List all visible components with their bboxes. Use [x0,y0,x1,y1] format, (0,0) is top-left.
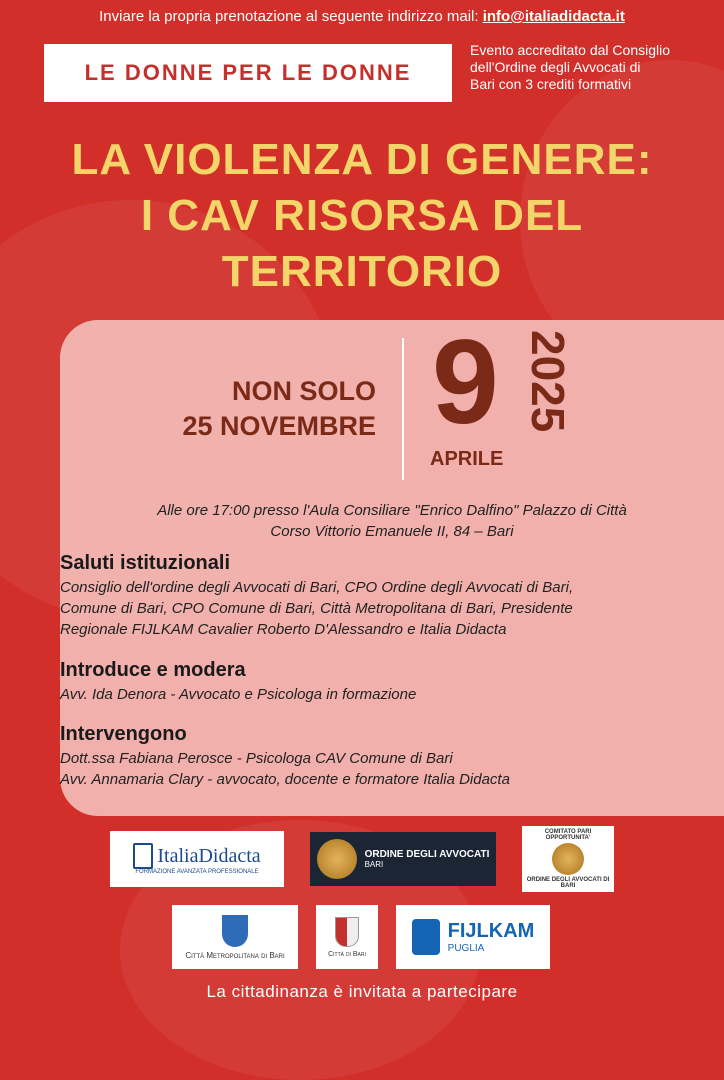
section-heading: Introduce e modera [60,659,246,681]
event-day: 9 [432,315,499,449]
non-solo-text [140,374,376,444]
section-text [60,748,680,790]
section-introduce [60,659,680,705]
non-solo-line: NON SOLO [231,376,376,406]
citta-metropolitana-logo [172,905,298,969]
section-line: Dott.ssa Fabiana Perosce - Psicologa CAV Comune di Bari [60,750,453,767]
ordine-name: ORDINE DEGLI AVVOCATI [364,849,490,860]
medal-icon [552,843,584,875]
comitato-top: COMITATO PARI OPPORTUNITA' [544,829,592,841]
venue-line: Alle ore 17:00 presso l'Aula Consiliare "Enrico Dalfino" Palazzo di Città [157,502,627,519]
non-solo-line: 25 NOVEMBRE [182,411,376,441]
section-line: Avv. Ida Denora - Avvocato e Psicologa in formazione [60,686,417,703]
accredit-line: dell'Ordine degli Avvocati di [470,59,641,75]
crest-icon [335,917,359,947]
section-line: Consiglio dell'ordine degli Avvocati di Bari, CPO Ordine degli Avvocati di Bari, [60,579,574,596]
email-link[interactable]: info@italiadidacta.it [482,8,625,25]
footer-invitation: La cittadinanza è invitata a partecipare [206,982,518,1001]
italiadidacta-sub: FORMAZIONE AVANZATA PROFESSIONALE [135,869,259,875]
ordine-avvocati-logo [310,832,496,886]
comitato-bottom: ORDINE DEGLI AVVOCATI DI BARI [526,877,610,889]
event-tag [44,44,452,102]
section-heading: Saluti istituzionali [60,552,231,574]
section-line: Avv. Annamaria Clary - avvocato, docente e formatore Italia Didacta [60,771,510,788]
venue-line: Corso Vittorio Emanuele II, 84 – Bari [270,523,514,540]
section-heading: Intervengono [60,723,187,745]
ordine-city: BARI [364,860,384,869]
email-line [0,8,724,25]
italiadidacta-mark-icon [133,843,153,869]
citta-di-bari-logo [316,905,378,969]
title-line: I CAV RISORSA DEL [140,191,584,240]
title-line: TERRITORIO [221,247,503,296]
citta-bari-name: Città di Bari [328,950,366,958]
section-saluti [60,552,680,640]
medal-icon [317,839,357,879]
fijlkam-puglia-logo [396,905,550,969]
title-line: LA VIOLENZA DI GENERE: [71,135,653,184]
accredit-line: Bari con 3 crediti formativi [470,76,632,92]
fijlkam-mark-icon [412,919,440,955]
accreditation-note [470,42,720,93]
venue-info [60,500,724,542]
event-title [0,132,724,300]
comitato-pari-opportunita-logo [522,826,614,892]
citta-metro-name: Città Metropolitana di Bari [185,950,285,960]
section-text [60,577,680,640]
divider [402,338,404,480]
event-year [520,330,576,474]
section-line: Regionale FIJLKAM Cavalier Roberto D'Alessandro e Italia Didacta [60,621,507,638]
email-prefix: Inviare la propria prenotazione al seguente indirizzo mail: [99,8,483,25]
event-year-text: 2025 [522,330,574,433]
section-intervengono [60,723,680,790]
fijlkam-sub: PUGLIA [447,943,485,954]
crest-icon [222,915,248,947]
italiadidacta-name: ItaliaDidacta [157,844,261,867]
section-line: Comune di Bari, CPO Comune di Bari, Città Metropolitana di Bari, Presidente [60,600,573,617]
accredit-line: Evento accreditato dal Consiglio [470,42,671,58]
italiadidacta-logo [110,831,284,887]
section-text [60,684,680,705]
event-month: APRILE [430,448,504,470]
event-tag-label: LE DONNE PER LE DONNE [84,60,412,85]
fijlkam-name: FIJLKAM [447,920,535,942]
